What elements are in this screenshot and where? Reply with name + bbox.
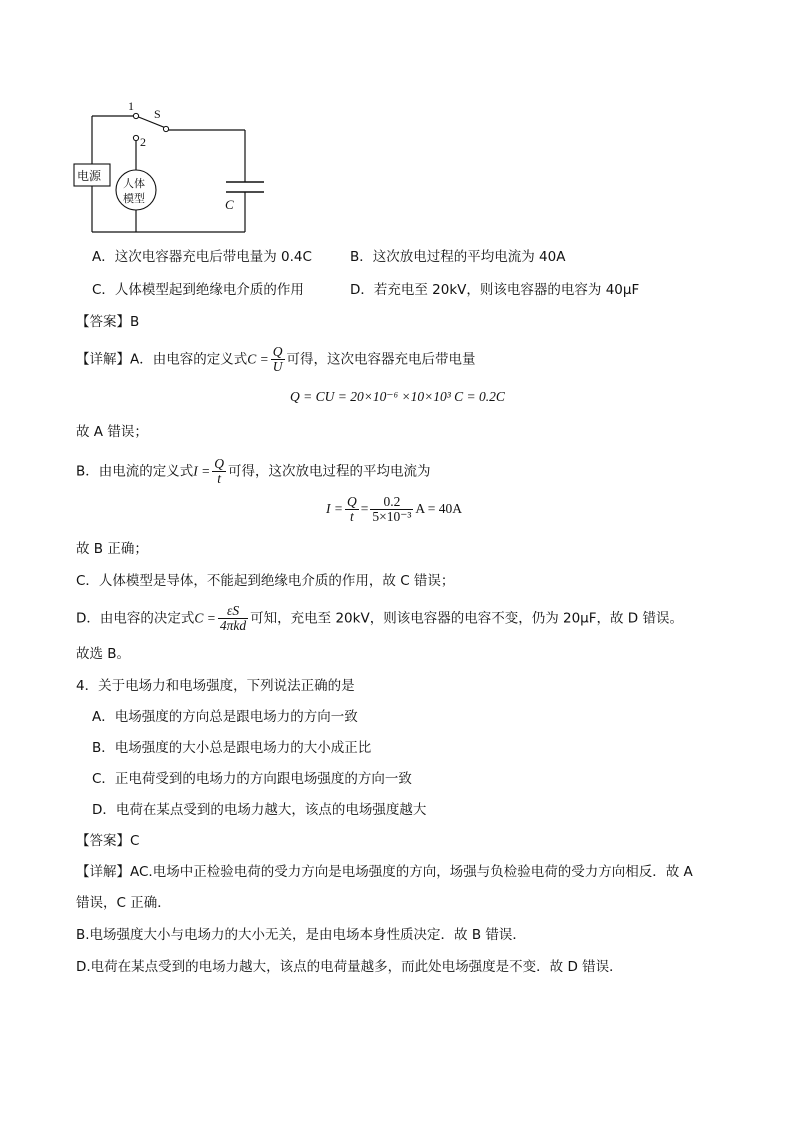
q4-option-a: A．电场强度的方向总是跟电场力的方向一致 (92, 709, 358, 725)
exp-a-prefix: 【详解】A．由电容的定义式 (76, 351, 248, 368)
exp-b-formula-lhs: I = (193, 463, 211, 479)
exp-b-suffix: 可得，这次放电过程的平均电流为 (228, 463, 431, 480)
exp-d-fraction: $\frac{\varepsilon S}{\text{4πkd}}$ (219, 603, 247, 633)
q3-option-a: A．这次电容器充电后带电量为 0.4C (92, 249, 312, 265)
q4-explanation-1: 【详解】AC.电场中正检验电荷的受力方向是电场强度的方向，场强与负检验电荷的受力方向相反．故 A (76, 864, 693, 880)
q4-option-d: D．电荷在某点受到的电场力越大，该点的电场强度越大 (92, 802, 427, 818)
exp-d-suffix: 可知，充电至 20kV，则该电容器的电容不变，仍为 20μF，故 D 错误。 (250, 610, 683, 627)
q3-exp-a-conclusion: 故 A 错误； (76, 424, 148, 440)
body-model-label-1: 人体 (123, 178, 145, 190)
q3-option-b: B．这次放电过程的平均电流为 40A (350, 249, 566, 265)
q3-explanation-a (76, 345, 476, 374)
q3-option-d: D．若充电至 20kV，则该电容器的电容为 40μF (350, 282, 640, 298)
q4-explanation-1b: 错误，C 正确． (76, 895, 171, 911)
equation-2: I = $\frac{Q}{t}$ = $\frac{0.2}{\text{5×10⁻³}}$ A = 40A (326, 494, 463, 524)
switch-label: S (154, 107, 161, 121)
q3-option-c: C．人体模型起到绝缘电介质的作用 (92, 282, 304, 298)
q4-option-c: C．正电荷受到的电场力的方向跟电场强度的方向一致 (92, 771, 412, 787)
q3-exp-b-conclusion: 故 B 正确； (76, 541, 148, 557)
q3-explanation-c: C．人体模型是导体，不能起到绝缘电介质的作用，故 C 错误； (76, 573, 455, 589)
terminal-2-label: 2 (140, 135, 146, 149)
exp-a-fraction: $\frac{Q}{U}$ (272, 344, 283, 374)
q3-answer: 【答案】B (76, 314, 140, 330)
q4-option-b: B．电场强度的大小总是跟电场力的大小成正比 (92, 740, 372, 756)
q4-answer: 【答案】C (76, 833, 140, 849)
exp-b-fraction: $\frac{Q}{t}$ (214, 456, 224, 486)
terminal-1-label: 1 (128, 99, 134, 113)
body-model-label-2: 模型 (123, 193, 145, 205)
exp-d-formula-lhs: C = (194, 610, 216, 626)
exp-a-suffix: 可得，这次电容器充电后带电量 (286, 351, 476, 368)
q3-explanation-b (76, 457, 431, 486)
capacitor-label: C (225, 197, 234, 212)
q3-explanation-d (76, 604, 683, 633)
q4-stem: 4．关于电场力和电场强度，下列说法正确的是 (76, 678, 355, 694)
circuit-diagram (60, 98, 320, 238)
exp-b-prefix: B．由电流的定义式 (76, 463, 194, 480)
exp-d-prefix: D．由电容的决定式 (76, 610, 195, 627)
power-supply-label: 电源 (77, 169, 102, 183)
q4-explanation-3: D.电荷在某点受到的电场力越大，该点的电荷量越多，而此处电场强度是不变．故 D 错误． (76, 959, 623, 975)
equation-1: Q = CU = 20×10⁻⁶ ×10×10³ C = 0.2C (290, 389, 505, 404)
exp-a-formula-lhs: C = (247, 351, 269, 367)
q3-final-answer: 故选 B。 (76, 646, 131, 662)
q4-explanation-2: B.电场强度大小与电场力的大小无关，是由电场本身性质决定．故 B 错误． (76, 927, 526, 943)
